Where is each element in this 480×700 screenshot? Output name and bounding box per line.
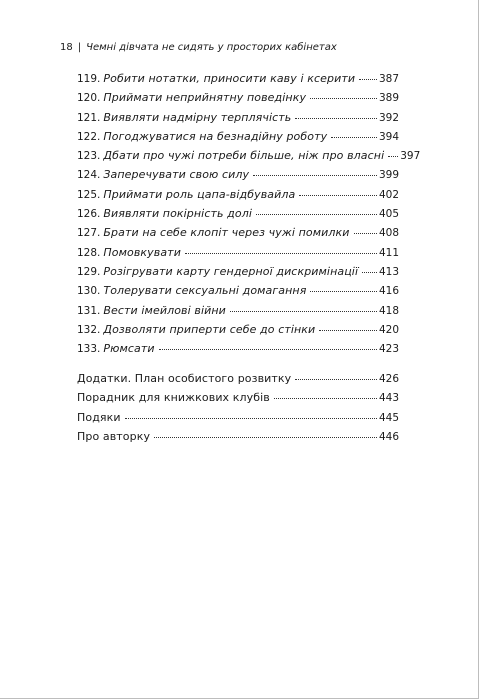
appendix-entry	[77, 391, 399, 410]
toc-entry-page: 387	[378, 73, 399, 85]
toc-entry	[77, 111, 399, 130]
toc-entry-page: 408	[378, 227, 399, 240]
toc-entry-page: 423	[378, 343, 399, 356]
toc-entry-title: Приймати роль цапа-відбувайла	[103, 187, 296, 201]
toc-entry	[77, 188, 399, 207]
appendix-list	[77, 372, 399, 449]
toc-entry-title: Виявляти покірність долі	[103, 207, 252, 221]
toc-entry-number: 120.	[77, 92, 101, 105]
toc-entry-number: 128.	[77, 246, 101, 259]
appendix-entry-page: 443	[378, 392, 399, 405]
table-of-contents	[77, 72, 421, 361]
toc-entry-page: 397	[400, 150, 421, 163]
dot-leader	[295, 118, 377, 119]
toc-entry-page: 389	[378, 92, 399, 105]
toc-entry-title: Дбати про чужі потреби більше, ніж про власні	[103, 149, 385, 163]
toc-entry-number: 133.	[77, 343, 101, 356]
toc-entry	[77, 304, 399, 323]
dot-leader	[256, 214, 377, 215]
toc-entry-page: 411	[378, 246, 399, 259]
toc-entry	[77, 149, 421, 168]
toc-entry	[77, 168, 399, 187]
appendix-entry-title: Про авторку	[77, 429, 151, 443]
toc-entry-title: Робити нотатки, приносити каву і ксерити	[103, 72, 356, 85]
toc-entry-page: 420	[378, 323, 399, 336]
toc-entry	[77, 284, 399, 303]
toc-entry-page: 413	[378, 265, 399, 278]
toc-entry-page: 416	[378, 285, 399, 298]
toc-entry-title: Вести імейлові війни	[103, 303, 226, 317]
running-head	[60, 40, 337, 55]
dot-leader	[125, 418, 377, 419]
toc-entry-title: Заперечувати свою силу	[103, 168, 250, 182]
toc-entry-number: 127.	[77, 227, 101, 240]
toc-entry-page: 402	[378, 188, 399, 201]
appendix-entry-page: 445	[378, 411, 399, 424]
dot-leader	[310, 291, 377, 292]
dot-leader	[154, 437, 377, 438]
appendix-entry	[77, 430, 399, 449]
dot-leader	[359, 79, 377, 80]
book-title: Чемні дівчата не сидять у просторих кабінетах	[86, 42, 337, 53]
dot-leader	[362, 272, 377, 273]
header-separator: |	[77, 42, 82, 53]
dot-leader	[274, 398, 377, 399]
dot-leader	[388, 156, 398, 157]
dot-leader	[299, 195, 377, 196]
toc-entry-title: Виявляти надмірну терплячість	[103, 110, 292, 124]
toc-entry-number: 126.	[77, 208, 101, 221]
appendix-entry-title: Подяки	[77, 410, 121, 424]
dot-leader	[319, 330, 377, 331]
appendix-entry-page: 446	[378, 430, 399, 443]
toc-entry-number: 123.	[77, 150, 101, 163]
toc-entry-title: Розігрувати карту гендерної дискримінації	[103, 264, 359, 278]
toc-entry-page: 399	[378, 169, 399, 182]
dot-leader	[295, 379, 377, 380]
toc-entry-number: 122.	[77, 130, 101, 143]
toc-entry-page: 405	[378, 208, 399, 221]
dot-leader	[230, 311, 377, 312]
appendix-entry	[77, 411, 399, 430]
toc-entry-page: 418	[378, 304, 399, 317]
toc-entry-title: Толерувати сексуальні домагання	[103, 284, 307, 298]
toc-entry	[77, 91, 399, 110]
toc-entry-number: 129.	[77, 265, 101, 278]
toc-entry-title: Брати на себе клопіт через чужі помилки	[103, 226, 350, 240]
toc-entry-number: 131.	[77, 304, 101, 317]
dot-leader	[354, 233, 377, 234]
toc-entry	[77, 323, 399, 342]
toc-entry-page: 392	[378, 111, 399, 124]
toc-entry-number: 124.	[77, 169, 101, 182]
toc-entry-title: Дозволяти приперти себе до стінки	[103, 322, 316, 336]
appendix-entry-page: 426	[378, 373, 399, 385]
toc-entry	[77, 72, 399, 91]
toc-entry	[77, 130, 399, 149]
toc-entry	[77, 265, 399, 284]
dot-leader	[185, 253, 377, 254]
toc-entry-title: Приймати неприйнятну поведінку	[103, 91, 307, 105]
appendix-entry-title: Додатки. План особистого розвитку	[77, 372, 292, 385]
toc-entry-title: Погоджуватися на безнадійну роботу	[103, 129, 328, 143]
toc-entry-page: 394	[378, 130, 399, 143]
toc-entry	[77, 246, 399, 265]
appendix-entry	[77, 372, 399, 391]
dot-leader	[310, 98, 377, 99]
toc-entry	[77, 342, 399, 361]
dot-leader	[331, 137, 377, 138]
dot-leader	[159, 349, 377, 350]
toc-entry-number: 132.	[77, 323, 101, 336]
page-number: 18	[60, 42, 73, 53]
toc-entry-title: Помовкувати	[103, 245, 181, 259]
toc-entry-title: Рюмсати	[103, 342, 155, 356]
toc-entry	[77, 207, 399, 226]
dot-leader	[253, 175, 377, 176]
toc-entry-number: 125.	[77, 188, 101, 201]
appendix-entry-title: Порадник для книжкових клубів	[77, 391, 270, 405]
toc-entry	[77, 226, 399, 245]
toc-entry-number: 121.	[77, 111, 101, 124]
toc-entry-number: 119.	[77, 73, 101, 85]
toc-entry-number: 130.	[77, 285, 101, 298]
